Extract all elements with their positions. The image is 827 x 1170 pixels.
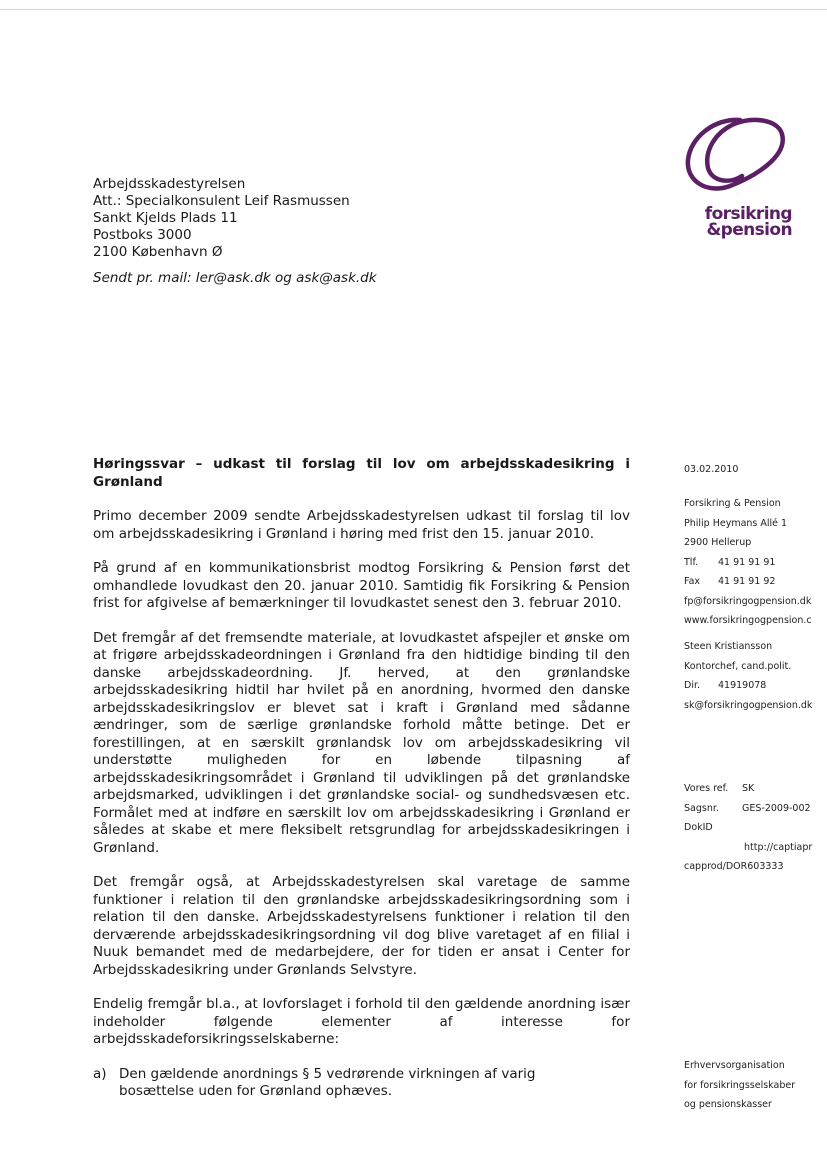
company-name: Forsikring & Pension xyxy=(684,498,781,509)
docid-label: DokID xyxy=(684,822,713,833)
our-reference xyxy=(684,779,812,799)
paragraph: Endelig fremgår bl.a., at lovforslaget i forhold til den gældende anordning især indeholder følgende elementer af interesse for arbejdsskadeforsikringsselskaberne: xyxy=(93,996,630,1047)
company-email-link[interactable]: fp@forsikringogpension.dk xyxy=(684,595,812,607)
logo-swirl-icon xyxy=(684,116,794,208)
person-title: Kontorchef, cand.polit. xyxy=(684,660,792,672)
list-marker: a) xyxy=(93,1065,107,1082)
footer-line: Erhvervsorganisation xyxy=(684,1060,785,1071)
person-email-link[interactable]: sk@forsikringogpension.dk xyxy=(684,699,813,711)
contact-person-block xyxy=(684,637,812,715)
letter-subject: Høringssvar – udkast til forslag til lov om arbejdsskadesikring i Grønland xyxy=(93,456,630,490)
recipient-address xyxy=(93,176,350,261)
recipient-line: 2100 København Ø xyxy=(93,244,223,260)
top-rule xyxy=(0,9,827,10)
footer-line: og pensionskasser xyxy=(684,1099,772,1110)
paragraph: Primo december 2009 sendte Arbejdsskadestyrelsen udkast til forslag til lov om arbejdsskadesikring i Grønland i høring med frist den 15. januar 2010. xyxy=(93,508,630,542)
logo-wordmark xyxy=(684,206,792,238)
sent-by-mail-note: Sendt pr. mail: ler@ask.dk og ask@ask.dk xyxy=(93,270,377,286)
footer-line: for forsikringsselskaber xyxy=(684,1079,796,1091)
case-number xyxy=(684,799,812,819)
list-text: Den gældende anordnings § 5 vedrørende virkningen af varig bosættelse uden for Grønland ophæves. xyxy=(119,1065,536,1099)
recipient-line: Arbejdsskadestyrelsen xyxy=(93,176,246,192)
phone-label: Tlf. xyxy=(684,556,699,568)
company-fax xyxy=(684,572,812,592)
reference-block xyxy=(684,779,812,877)
dir-value: 41919078 xyxy=(718,680,767,691)
ref-value: SK xyxy=(742,783,755,794)
recipient-line: Postboks 3000 xyxy=(93,227,192,243)
paragraph: Det fremgår også, at Arbejdsskadestyrelsen skal varetage de samme funktioner i relation til den grønlandske arbejdsskadesikringsordning som i relation til den danske. Arbejdsskadestyrelsens funktioner i relation til den derværende arbejdsskadesikringsordning vil dog blive varetaget af en filial i Nuuk bemandet med de medarbejdere, der for tiden er ansat i Center for Arbejdsskadesikring under Grønlands Selvstyre. xyxy=(93,874,630,978)
recipient-line: Att.: Specialkonsulent Leif Rasmussen xyxy=(93,193,350,209)
sender-company-block xyxy=(684,494,812,631)
phone-value: 41 91 91 91 xyxy=(718,556,776,568)
forsikring-pension-logo xyxy=(684,116,794,246)
case-label: Sagsnr. xyxy=(684,802,719,814)
person-name: Steen Kristiansson xyxy=(684,641,773,652)
docid-line-2: capprod/DOR603333 xyxy=(684,861,784,872)
fax-label: Fax xyxy=(684,576,701,587)
company-phone xyxy=(684,553,812,573)
list-item xyxy=(93,1066,630,1101)
company-city: 2900 Hellerup xyxy=(684,537,752,548)
logo-line-1: forsikring xyxy=(704,204,792,224)
organisation-footer xyxy=(684,1056,795,1115)
letter-date: 03.02.2010 xyxy=(684,464,739,475)
paragraph: Det fremgår af det fremsendte materiale, at lovudkastet afspejler et ønske om at frigøre arbejdsskadeordningen i Grønland fra den hidtidige binding til den danske arbejdsskadeordning. Jf. herved, at den grønlandske arbejdsskadesikring hidtil har hvilet på en anordning, hvormed den danske arbejdsskadesikringslov er blevet sat i kraft i Grønland med sådanne ændringer, som de særlige grønlandske forhold måtte betinge. Det er forestillingen, at en særskilt grønlandsk lov om arbejdsskadesikring vil understøtte muligheden for en løbende tilpasning af arbejdsskadesikringsområdet i Grønland til udviklingen på det grønlandske arbejdsmarked, udviklingen i det grønlandske social- og sundhedsvæsen etc. Formålet med at indføre en særskilt lov om arbejdsskadesikring i Grønland er således at skabe et mere fleksibelt retsgrundlag for arbejdsskadesikringen i Grønland. xyxy=(93,629,630,856)
case-value: GES-2009-002 xyxy=(742,802,811,814)
letter-body xyxy=(93,455,630,1101)
recipient-line: Sankt Kjelds Plads 11 xyxy=(93,210,238,226)
dir-label: Dir. xyxy=(684,680,701,691)
company-street: Philip Heymans Allé 1 xyxy=(684,517,788,529)
logo-line-2: &pension xyxy=(706,220,792,240)
company-web-link[interactable]: www.forsikringogpension.c xyxy=(684,615,812,626)
paragraph: På grund af en kommunikationsbrist modtog Forsikring & Pension først det omhandlede lovudkast den 20. januar 2010. Samtidig fik Forsikring & Pension frist for afgivelse af bemærkninger til lovudkastet senest den 3. februar 2010. xyxy=(93,560,630,611)
ref-label: Vores ref. xyxy=(684,783,729,794)
fax-value: 41 91 91 92 xyxy=(718,576,776,587)
person-direct-phone xyxy=(684,676,812,696)
docid-line-1: http://captiapr xyxy=(744,841,813,853)
